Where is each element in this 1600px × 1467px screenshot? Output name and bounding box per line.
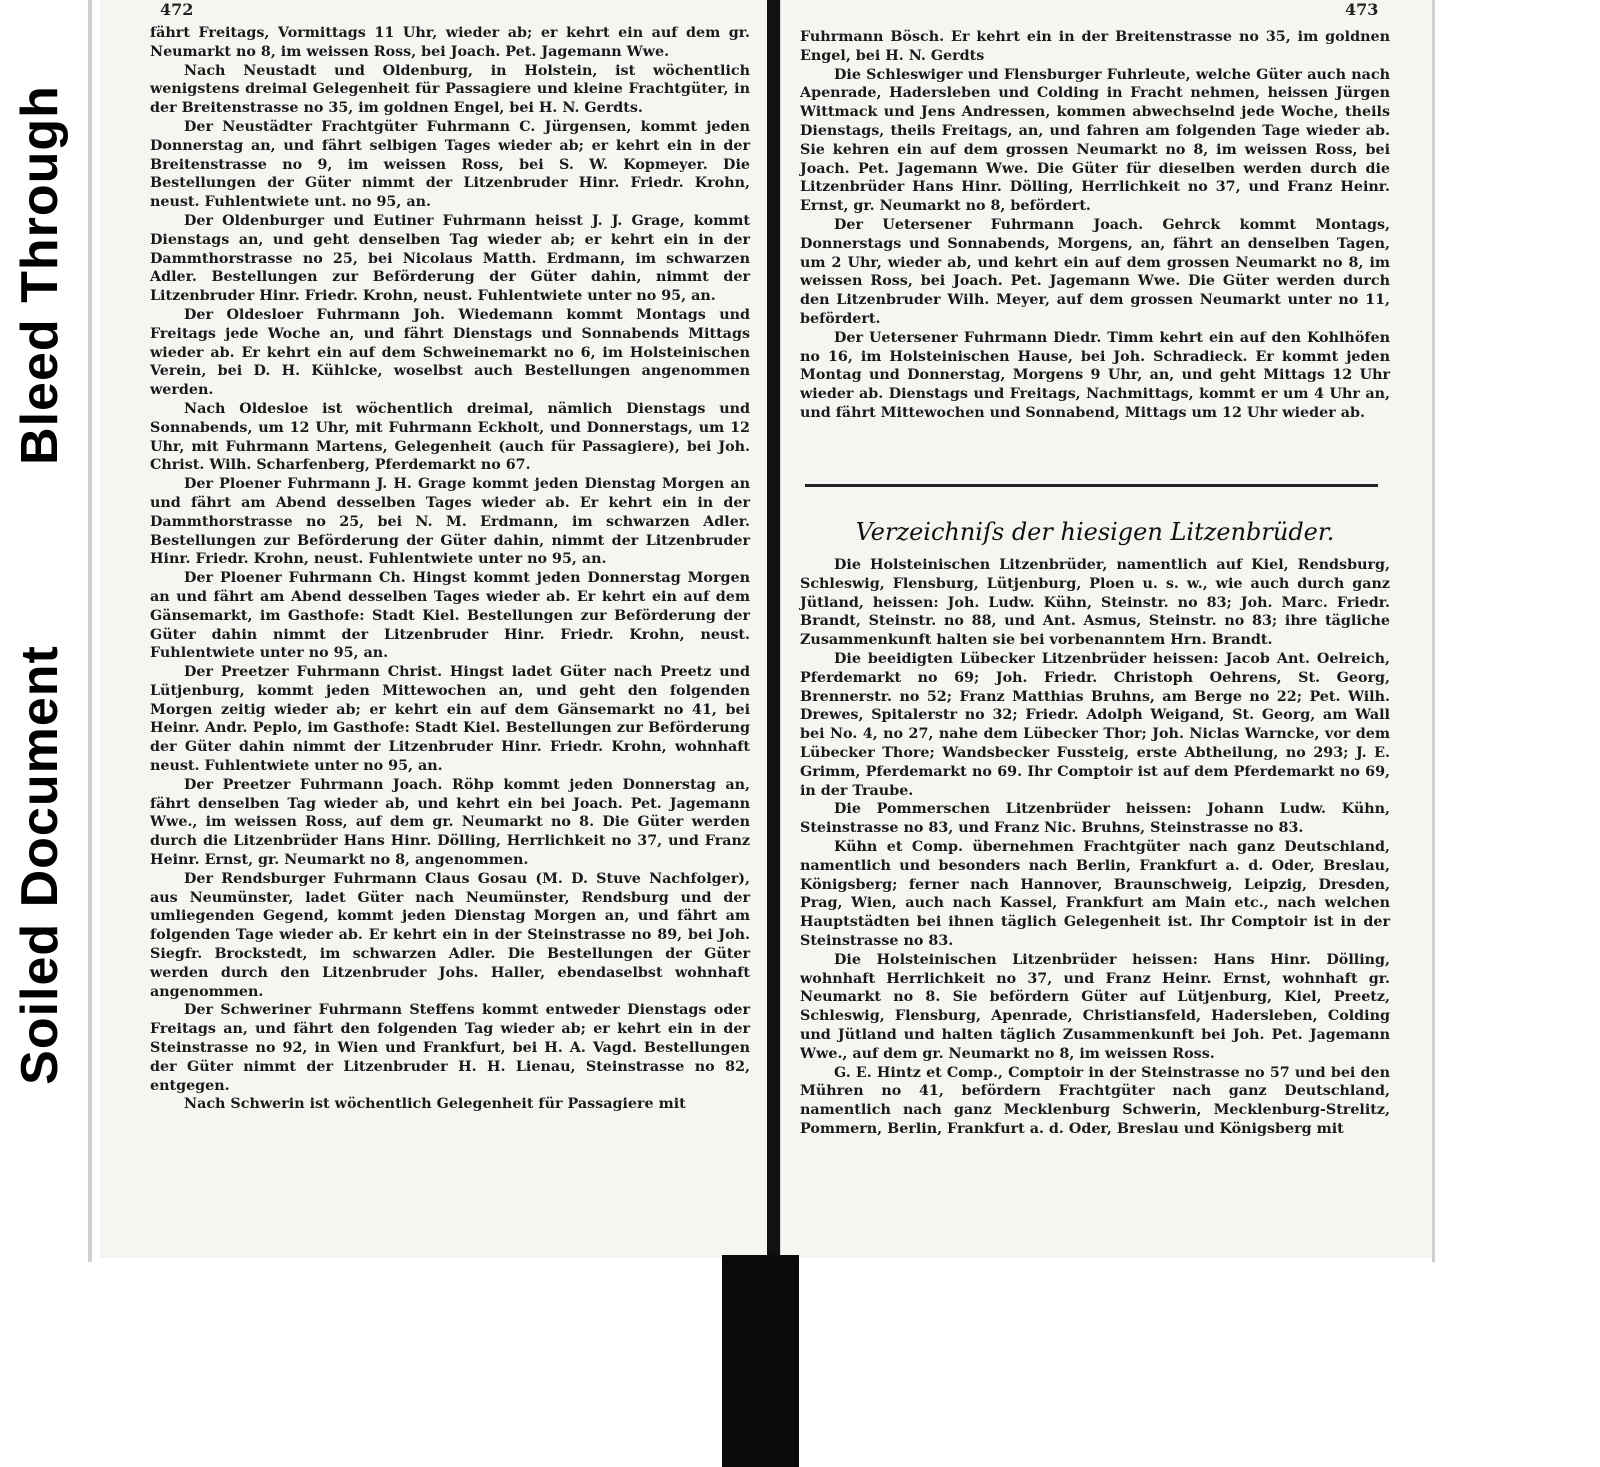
litzenbrueder-section [800, 556, 1390, 1139]
section-heading: Verzeichniſs der hiesigen Litzenbrüder. [855, 518, 1335, 546]
paragraph: Nach Oldesloe ist wöchentlich dreimal, nämlich Dienstags und Sonnabends, um 12 Uhr, mit Fuhrmann Eckholt, und Donnerstags, um 12 Uhr, mit Fuhrmann Martens, Gelegenheit (auch für Passagiere), bei Joh. Christ. Wilh. Scharfenberg, Pferdemarkt no 67. [150, 400, 750, 474]
paragraph: Der Rendsburger Fuhrmann Claus Gosau (M. D. Stuve Nachfolger), aus Neumünster, ladet Güter nach Neumünster, Rendsburg und der umliegenden Gegend, kommt jeden Dienstag Morgen an, und fährt am folgenden Tage wieder ab. Er kehrt ein in der Steinstrasse no 89, bei Joh. Siegfr. Brockstedt, im schwarzen Adler. Die Bestellungen der Güter werden durch den Litzenbruder Johs. Haller, ebendaselbst wohnhaft angenommen. [150, 870, 750, 1000]
paragraph: Der Oldenburger und Eutiner Fuhrmann heisst J. J. Grage, kommt Dienstags an, und geht denselben Tag wieder ab; er kehrt ein in der Dammthorstrasse no 25, bei Nicolaus Matth. Erdmann, im schwarzen Adler. Bestellungen zur Beförderung der Güter dahin, nimmt der Litzenbruder Hinr. Friedr. Krohn, neust. Fuhlentwiete unter no 95, an. [150, 212, 750, 305]
paragraph: Der Uetersener Fuhrmann Diedr. Timm kehrt ein auf den Kohlhöfen no 16, im Holsteinischen Hause, bei Joh. Schradieck. Er kommt jeden Montag und Donnerstag, Morgens 9 Uhr, an, und geht Mittags 12 Uhr wieder ab. Dienstags und Freitags, Nachmittags, kommt er um 4 Uhr an, und fährt Mittewochen und Sonnabend, Mittags um 12 Uhr wieder ab. [800, 329, 1390, 421]
paragraph: Der Schweriner Fuhrmann Steffens kommt entweder Dienstags oder Freitags an, und fährt den folgenden Tag wieder ab; er kehrt ein in der Steinstrasse no 92, in Wien und Frankfurt, bei H. A. Vagd. Bestellungen der Güter nimmt der Litzenbruder H. H. Lienau, Steinstrasse no 82, entgegen. [150, 1002, 750, 1094]
left-text-column [150, 24, 750, 1114]
paragraph: Der Ploener Fuhrmann Ch. Hingst kommt jeden Donnerstag Morgen an und fährt am Abend desselben Tages wieder ab. Er kehrt ein auf dem Gänsemarkt, im Gasthofe: Stadt Kiel. Bestellungen zur Beförderung der Güter dahin nimmt der Litzenbruder Hinr. Friedr. Krohn, neust. Fuhlentwiete unter no 95, an. [150, 570, 750, 662]
book-gutter [767, 0, 780, 1262]
paragraph: Der Neustädter Frachtgüter Fuhrmann C. Jürgensen, kommt jeden Donnerstag an, und fährt selbigen Tages wieder ab; er kehrt ein in der Breitenstrasse no 9, im weissen Ross, bei S. W. Kopmeyer. Die Bestellungen der Güter nimmt der Litzenbruder Hinr. Friedr. Krohn, neust. Fuhlentwiete unt. no 95, an. [150, 118, 750, 211]
bookmark-ribbon [722, 1255, 799, 1467]
paragraph: Der Uetersener Fuhrmann Joach. Gehrck kommt Montags, Donnerstags und Sonnabends, Morgens, an, fährt an denselben Tagen, um 2 Uhr, wieder ab, und kehrt ein auf dem grossen Neumarkt no 8, im weissen Ross, bei Joach. Pet. Jagemann Wwe. Die Güter werden durch den Litzenbruder Wilh. Meyer, auf dem grossen Neumarkt unter no 11, befördert. [800, 216, 1390, 327]
paragraph: fährt Freitags, Vormittags 11 Uhr, wieder ab; er kehrt ein auf dem gr. Neumarkt no 8, im weissen Ross, bei Joach. Pet. Jagemann Wwe. [150, 25, 750, 60]
bleed-through-label: Bleed Through [11, 85, 69, 465]
bleed-through-stamp [0, 40, 80, 510]
soiled-document-stamp [0, 620, 80, 1110]
paragraph: Nach Neustadt und Oldenburg, in Holstein, ist wöchentlich wenigstens dreimal Gelegenheit für Passagiere und kleine Frachtgüter, in der Breitenstrasse no 35, im goldnen Engel, bei H. N. Gerdts. [150, 62, 750, 117]
paragraph: G. E. Hintz et Comp., Comptoir in der Steinstrasse no 57 und bei den Mühren no 41, befördern Frachtgüter nach ganz Deutschland, namentlich nach ganz Mecklenburg Schwerin, Mecklenburg-Strelitz, Pommern, Berlin, Frankfurt a. d. Oder, Breslau und Königsberg mit [800, 1064, 1390, 1137]
paragraph: Die Schleswiger und Flensburger Fuhrleute, welche Güter auch nach Apenrade, Hadersleben und Colding in Fracht nehmen, heissen Jürgen Wittmack und Jens Andressen, kommen abwechselnd jede Woche, theils Dienstags, theils Freitags, an, und fahren am folgenden Tage wieder ab. Sie kehren ein auf dem grossen Neumarkt no 8, im weissen Ross, bei Joach. Pet. Jagemann Wwe. Die Güter für dieselben werden durch die Litzenbrüder Hans Hinr. Dölling, Herrlichkeit no 37, und Franz Heinr. Ernst, gr. Neumarkt no 8, befördert. [800, 66, 1390, 215]
paragraph: Der Preetzer Fuhrmann Christ. Hingst ladet Güter nach Preetz und Lütjenburg, kommt jeden Mittewochen an, und geht den folgenden Morgen zeitig wieder ab; er kehrt ein auf dem Gänsemarkt no 41, bei Heinr. Andr. Peplo, im Gasthofe: Stadt Kiel. Bestellungen zur Beförderung der Güter dahin nimmt der Litzenbruder Hinr. Friedr. Krohn, wohnhaft neust. Fuhlentwiete unter no 95, an. [150, 664, 750, 775]
scan-edge-left [88, 0, 92, 1262]
right-page-number: 473 [1345, 0, 1379, 19]
paragraph: Kühn et Comp. übernehmen Frachtgüter nach ganz Deutschland, namentlich und besonders nach Berlin, Frankfurt a. d. Oder, Breslau, Königsberg; ferner nach Hannover, Braunschweig, Leipzig, Dresden, Prag, Wien, auch nach Kassel, Frankfurt am Main etc., nach welchen Hauptstädten bei ihnen täglich Gelegenheit ist. Ihr Comptoir ist in der Steinstrasse no 83. [800, 838, 1390, 949]
paragraph: Die Pommerschen Litzenbrüder heissen: Johann Ludw. Kühn, Steinstrasse no 83, und Franz Nic. Bruhns, Steinstrasse no 83. [800, 801, 1390, 837]
paragraph: Der Preetzer Fuhrmann Joach. Röhp kommt jeden Donnerstag an, fährt denselben Tag wieder ab, und kehrt ein bei Joach. Pet. Jagemann Wwe., im weissen Ross, auf dem gr. Neumarkt no 8. Die Güter werden durch die Litzenbrüder Hans Hinr. Dölling, Herrlichkeit no 37, und Franz Heinr. Ernst, gr. Neumarkt no 8, angenommen. [150, 776, 750, 869]
paragraph: Der Oldesloer Fuhrmann Joh. Wiedemann kommt Montags und Freitags jede Woche an, und fährt Dienstags und Sonnabends Mittags wieder ab. Er kehrt ein auf dem Schweinemarkt no 6, im Holsteinischen Verein, bei D. H. Kühlcke, woselbst auch Bestellungen angenommen werden. [150, 306, 750, 399]
paragraph: Fuhrmann Bösch. Er kehrt ein in der Breitenstrasse no 35, im goldnen Engel, bei H. N. Gerdts [800, 29, 1390, 64]
paragraph: Der Ploener Fuhrmann J. H. Grage kommt jeden Dienstag Morgen an und fährt am Abend desselben Tages wieder ab. Er kehrt ein in der Dammthorstrasse no 25, bei N. M. Erdmann, im schwarzen Adler. Bestellungen zur Beförderung der Güter dahin, nimmt der Litzenbruder Hinr. Friedr. Krohn, neust. Fuhlentwiete unter no 95, an. [150, 476, 750, 568]
paragraph: Die beeidigten Lübecker Litzenbrüder heissen: Jacob Ant. Oelreich, Pferdemarkt no 69; Joh. Friedr. Christoph Oehrens, St. Georg, Brennerstr. no 52; Franz Matthias Bruhns, am Berge no 22; Pet. Wilh. Drewes, Spitalerstr no 32; Friedr. Adolph Weigand, St. Georg, am Wall bei No. 4, no 27, nahe dem Lübecker Thor; Joh. Niclas Warncke, vor dem Lübecker Thore; Wandsbecker Fussteig, erste Abtheilung, no 293; J. E. Grimm, Pferdemarkt no 69. Ihr Comptoir ist auf dem Pferdemarkt no 69, in der Traube. [800, 650, 1390, 799]
paragraph: Nach Schwerin ist wöchentlich Gelegenheit für Passagiere mit [184, 1096, 686, 1113]
scan-edge-right [1432, 0, 1435, 1262]
right-text-column [800, 28, 1390, 423]
paragraph: Die Holsteinischen Litzenbrüder, namentlich auf Kiel, Rendsburg, Schleswig, Flensburg, Lütjenburg, Ploen u. s. w., wie auch durch ganz Jütland, heissen: Joh. Ludw. Kühn, Steinstr. no 83; Joh. Marc. Friedr. Brandt, Steinstr. no 88, und Ant. Asmus, Steinstr. no 83; ihre tägliche Zusammenkunft halten sie bei vorbenanntem Hrn. Brandt. [800, 557, 1390, 649]
soiled-document-label: Soiled Document [11, 645, 69, 1085]
paragraph: Die Holsteinischen Litzenbrüder heissen: Hans Hinr. Dölling, wohnhaft Herrlichkeit no 37, und Franz Heinr. Ernst, wohnhaft gr. Neumarkt no 8. Sie befördern Güter auf Lütjenburg, Kiel, Preetz, Schleswig, Flensburg, Apenrade, Christiansfeld, Hadersleben, Colding und Jütland und halten täglich Zusammenkunft bei Joh. Pet. Jagemann Wwe., auf dem gr. Neumarkt no 8, im weissen Ross. [800, 951, 1390, 1062]
left-page-number: 472 [160, 0, 194, 19]
section-divider [805, 484, 1378, 487]
